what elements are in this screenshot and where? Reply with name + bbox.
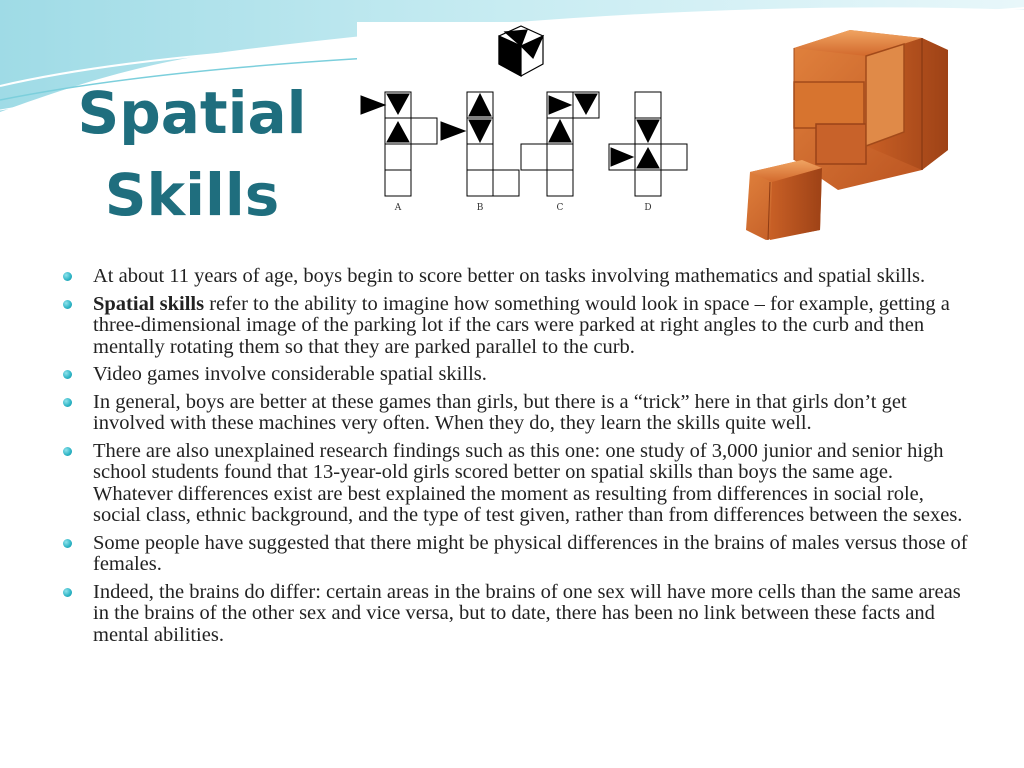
- bullet-point-icon: [63, 370, 72, 379]
- bullet-text: In general, boys are better at these games than girls, but there is a “trick” here in that girls don’t get involved with these machines very often. When they do, they learn the skills quite well.: [93, 390, 907, 434]
- title-line-1: Spatial: [77, 79, 307, 147]
- bullet-list: [60, 266, 970, 652]
- figure-label-b: B: [476, 203, 484, 213]
- puzzle-cube-icon: [499, 26, 543, 76]
- cube-net-b: [441, 92, 519, 196]
- bullet-bold-term: Spatial skills: [93, 292, 205, 315]
- cube-net-d: [609, 92, 687, 196]
- bullet-point-icon: [63, 539, 72, 548]
- figure-label-c: C: [556, 203, 564, 213]
- wooden-puzzle-blocks-image: [690, 22, 1024, 244]
- cube-net-a: [361, 92, 437, 196]
- bullet-item: [60, 533, 970, 576]
- bullet-item: [60, 364, 970, 386]
- bullet-point-icon: [63, 300, 72, 309]
- figure-label-d: D: [644, 203, 652, 213]
- bullet-text: Video games involve considerable spatial skills.: [93, 363, 487, 385]
- bullet-item: [60, 294, 970, 359]
- bullet-text: refer to the ability to imagine how something would look in space – for example, getting a three-dimensional image of the parking lot if the cars were parked at right angles to the curb and then mentally rotating them so that they are parked parallel to the curb.: [93, 292, 950, 358]
- cube-net-puzzle-figure: [357, 22, 691, 218]
- bullet-text: There are also unexplained research findings such as this one: one study of 3,000 junior and senior high school students found that 13-year-old girls scored better on spatial skills than boys the same age. Whatever differences exist are best explained the moment as resulting from differences in social role, social class, ethnic background, and the type of test given, rather than from differences between the sexes.: [93, 439, 963, 526]
- bullet-point-icon: [63, 272, 72, 281]
- bullet-text: Some people have suggested that there might be physical differences in the brains of males versus those of females.: [93, 531, 968, 575]
- bullet-item: [60, 266, 970, 288]
- bullet-point-icon: [63, 588, 72, 597]
- bullet-text: Indeed, the brains do differ: certain areas in the brains of one sex will have more cells than the same areas in the brains of the other sex and vice versa, but to date, there has been no link between these facts and mental abilities.: [93, 580, 961, 646]
- bullet-text: At about 11 years of age, boys begin to score better on tasks involving mathematics and spatial skills.: [93, 265, 926, 287]
- slide-title: [62, 72, 322, 236]
- cube-net-c: [521, 92, 599, 196]
- figure-label-a: A: [394, 203, 402, 213]
- bullet-point-icon: [63, 398, 72, 407]
- bullet-item: [60, 392, 970, 435]
- bullet-item: [60, 441, 970, 527]
- bullet-point-icon: [63, 447, 72, 456]
- title-line-2: Skills: [104, 161, 280, 229]
- bullet-item: [60, 582, 970, 647]
